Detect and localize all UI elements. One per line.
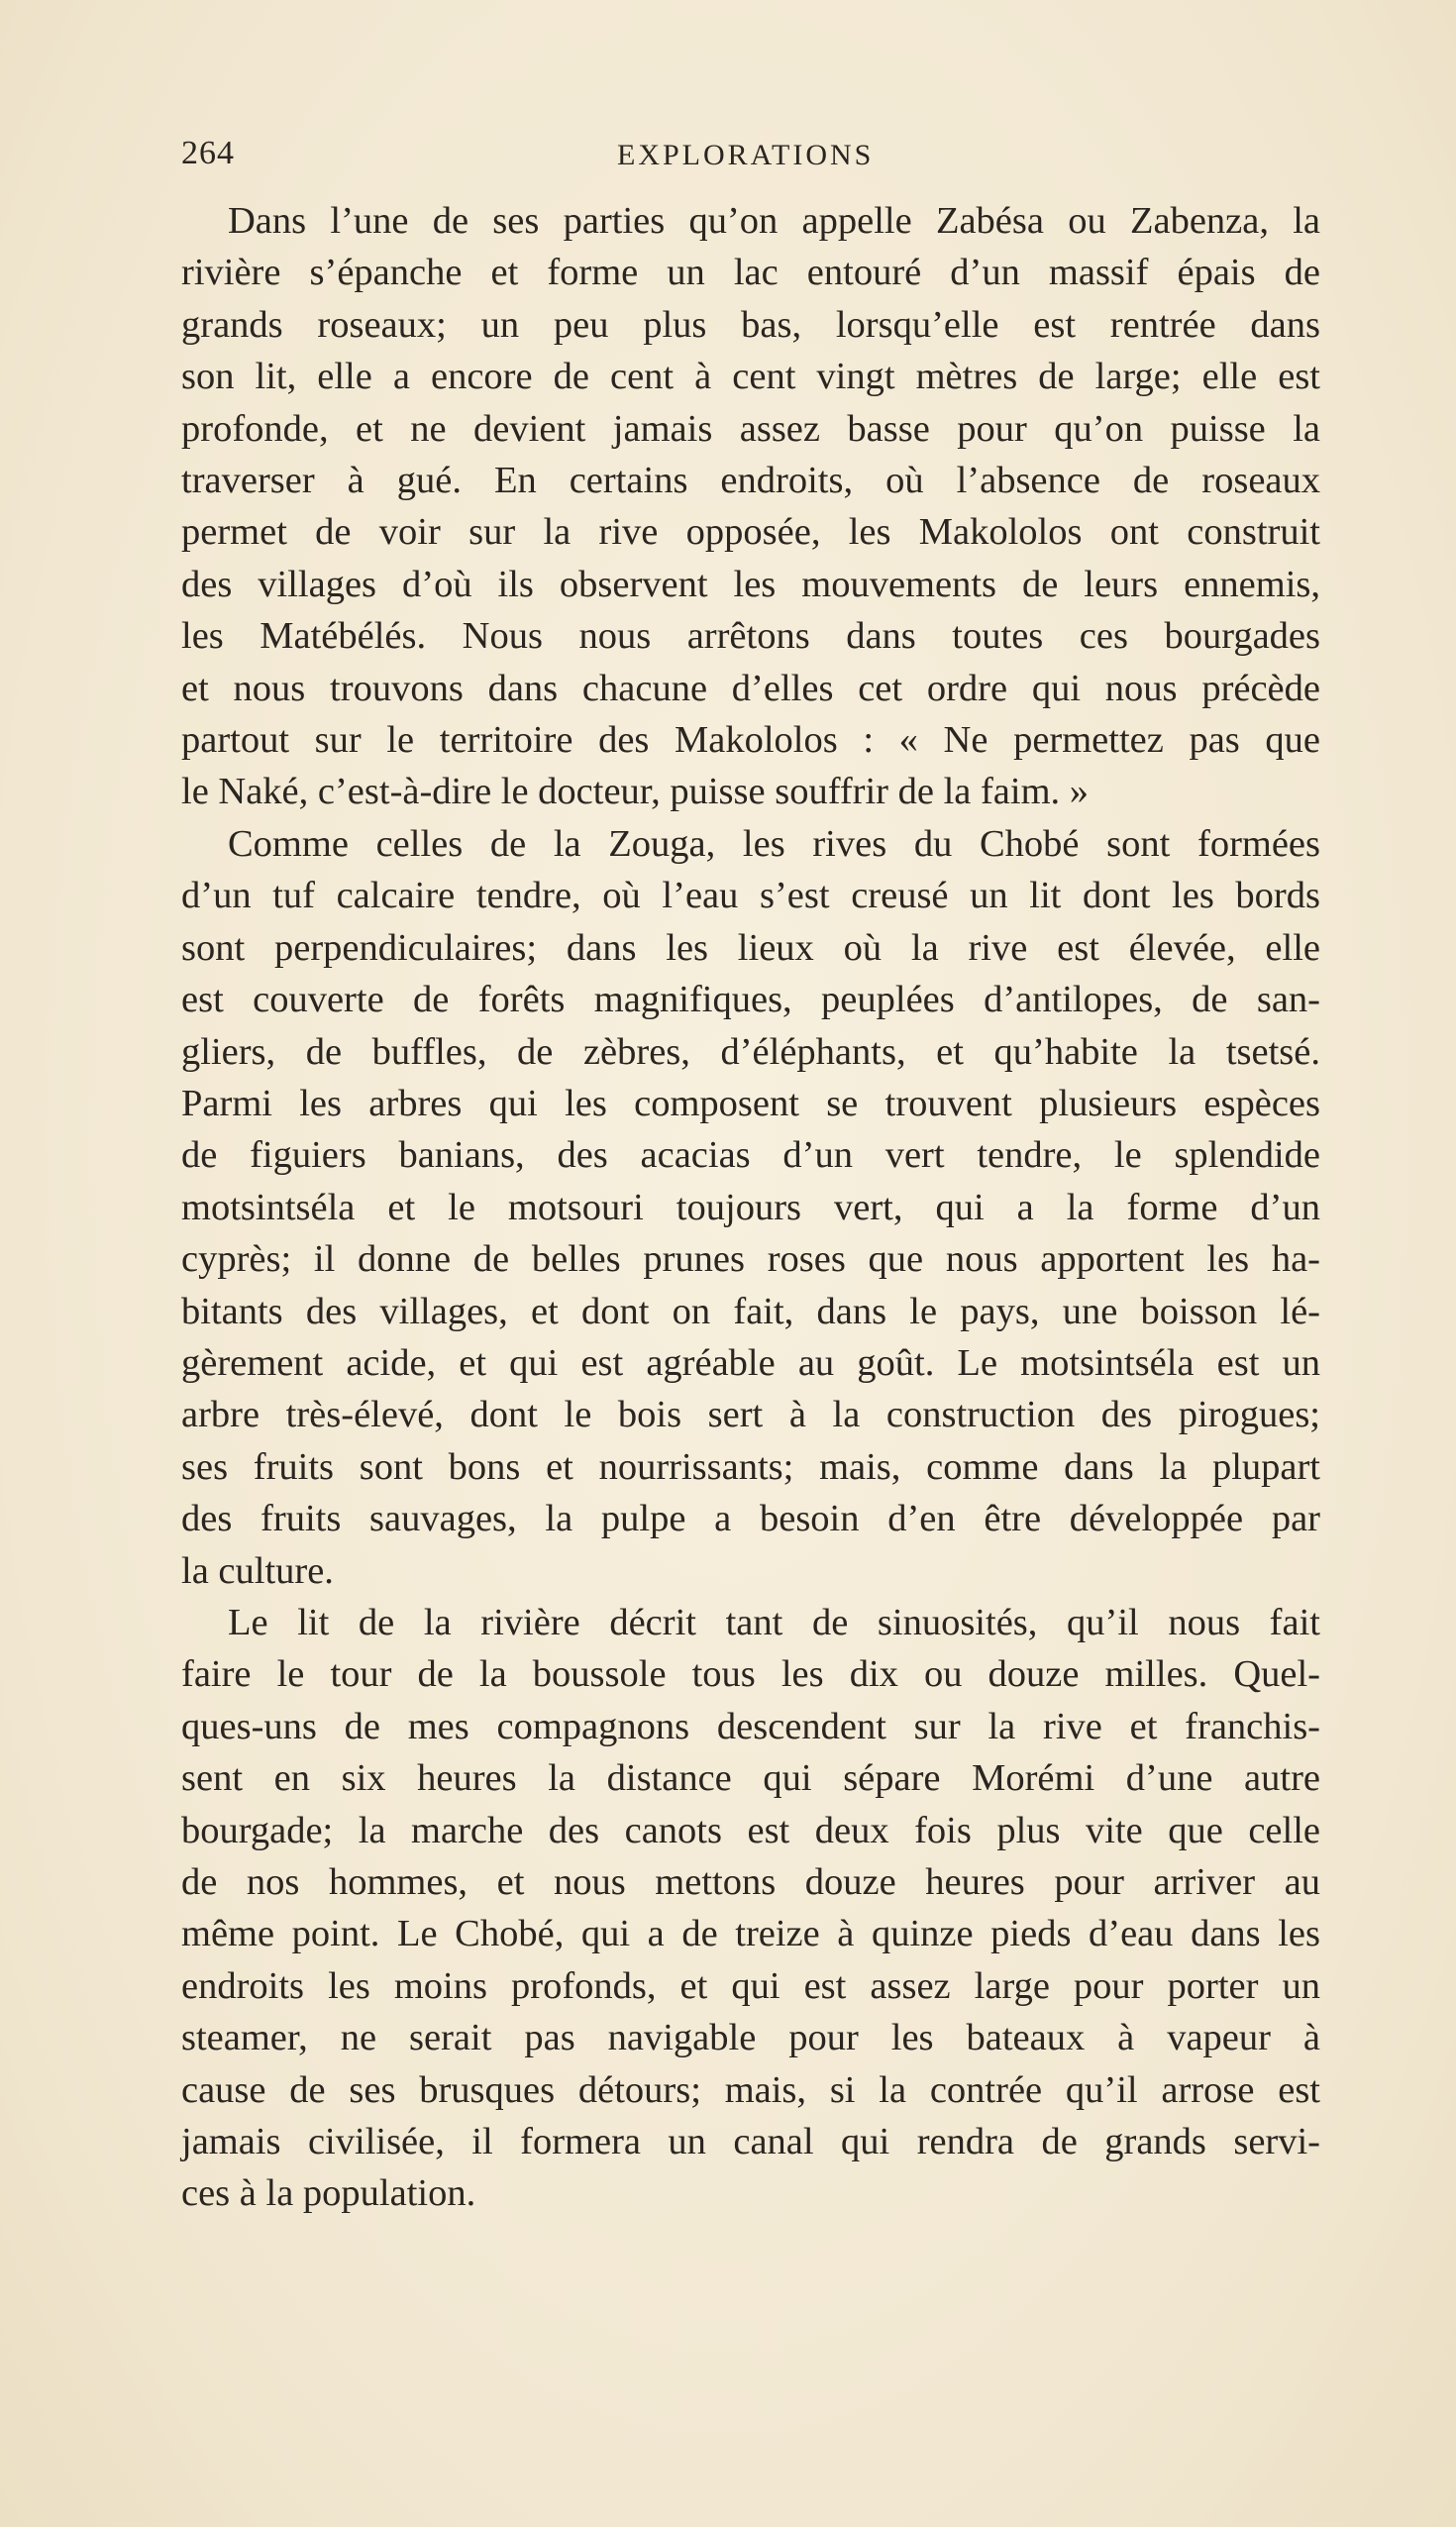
text-line: les Matébélés. Nous nous arrêtons dans toutes ces bourgades bbox=[181, 615, 1320, 658]
text-line: et nous trouvons dans chacune d’elles cet ordre qui nous précède bbox=[181, 667, 1320, 709]
text-line: la culture. bbox=[181, 1549, 334, 1592]
text-line: des villages d’où ils observent les mouvements de leurs ennemis, bbox=[181, 563, 1320, 605]
text-line: bourgade; la marche des canots est deux fois plus vite que celle bbox=[181, 1809, 1320, 1851]
text-line: steamer, ne serait pas navigable pour les bateaux à vapeur à bbox=[181, 2017, 1320, 2059]
text-line: même point. Le Chobé, qui a de treize à quinze pieds d’eau dans les bbox=[181, 1913, 1320, 1955]
text-line: gliers, de buffles, de zèbres, d’éléphants, et qu’habite la tsetsé. bbox=[181, 1030, 1320, 1073]
text-line: Parmi les arbres qui les composent se trouvent plusieurs espèces bbox=[181, 1082, 1320, 1124]
text-line: ses fruits sont bons et nourrissants; mais, comme dans la plupart bbox=[181, 1445, 1320, 1488]
text-line: Comme celles de la Zouga, les rives du Chobé sont formées bbox=[228, 822, 1320, 865]
text-line: son lit, elle a encore de cent à cent vingt mètres de large; elle est bbox=[181, 356, 1320, 398]
text-line: d’un tuf calcaire tendre, où l’eau s’est creusé un lit dont les bords bbox=[181, 875, 1320, 917]
text-line: profonde, et ne devient jamais assez basse pour qu’on puisse la bbox=[181, 407, 1320, 450]
text-line: cyprès; il donne de belles prunes roses que nous apportent les ha- bbox=[181, 1238, 1320, 1281]
text-line: sont perpendiculaires; dans les lieux où la rive est élevée, elle bbox=[181, 926, 1320, 969]
text-line: endroits les moins profonds, et qui est assez large pour porter un bbox=[181, 1964, 1320, 2007]
paragraph bbox=[181, 818, 1320, 1597]
text-line: Le lit de la rivière décrit tant de sinuosités, qu’il nous fait bbox=[228, 1601, 1320, 1643]
text-line: traverser à gué. En certains endroits, où l’absence de roseaux bbox=[181, 460, 1320, 502]
text-line: motsintséla et le motsouri toujours vert, qui a la forme d’un bbox=[181, 1186, 1320, 1228]
text-line: jamais civilisée, il formera un canal qui rendra de grands servi- bbox=[181, 2121, 1320, 2163]
text-line: arbre très-élevé, dont le bois sert à la construction des pirogues; bbox=[181, 1394, 1320, 1436]
paragraph bbox=[181, 195, 1320, 818]
page-number: 264 bbox=[181, 135, 235, 171]
text-line: sent en six heures la distance qui sépare Morémi d’une autre bbox=[181, 1757, 1320, 1800]
text-line: des fruits sauvages, la pulpe a besoin d’en être développée par bbox=[181, 1498, 1320, 1540]
text-line: permet de voir sur la rive opposée, les Makololos ont construit bbox=[181, 511, 1320, 554]
text-line: de figuiers banians, des acacias d’un vert tendre, le splendide bbox=[181, 1134, 1320, 1177]
text-line: bitants des villages, et dont on fait, dans le pays, une boisson lé- bbox=[181, 1290, 1320, 1332]
page-header bbox=[181, 135, 1320, 184]
text-line: faire le tour de la boussole tous les dix ou douze milles. Quel- bbox=[181, 1653, 1320, 1696]
text-line: partout sur le territoire des Makololos : « Ne permettez pas que bbox=[181, 719, 1320, 762]
text-line: ques-uns de mes compagnons descendent sur la rive et franchis- bbox=[181, 1705, 1320, 1747]
text-line: le Naké, c’est-à-dire le docteur, puisse souffrir de la faim. » bbox=[181, 771, 1090, 813]
paragraph bbox=[181, 1597, 1320, 2220]
text-line: de nos hommes, et nous mettons douze heures pour arriver au bbox=[181, 1861, 1320, 1903]
body-text bbox=[181, 195, 1320, 2220]
running-head: EXPLORATIONS bbox=[617, 139, 875, 171]
text-line: rivière s’épanche et forme un lac entouré d’un massif épais de bbox=[181, 252, 1320, 294]
text-line: gèrement acide, et qui est agréable au goût. Le motsintséla est un bbox=[181, 1341, 1320, 1384]
text-line: grands roseaux; un peu plus bas, lorsqu’elle est rentrée dans bbox=[181, 303, 1320, 346]
text-line: Dans l’une de ses parties qu’on appelle Zabésa ou Zabenza, la bbox=[228, 200, 1320, 242]
text-line: cause de ses brusques détours; mais, si la contrée qu’il arrose est bbox=[181, 2068, 1320, 2111]
text-line: ces à la population. bbox=[181, 2172, 476, 2215]
text-line: est couverte de forêts magnifiques, peuplées d’antilopes, de san- bbox=[181, 979, 1320, 1021]
